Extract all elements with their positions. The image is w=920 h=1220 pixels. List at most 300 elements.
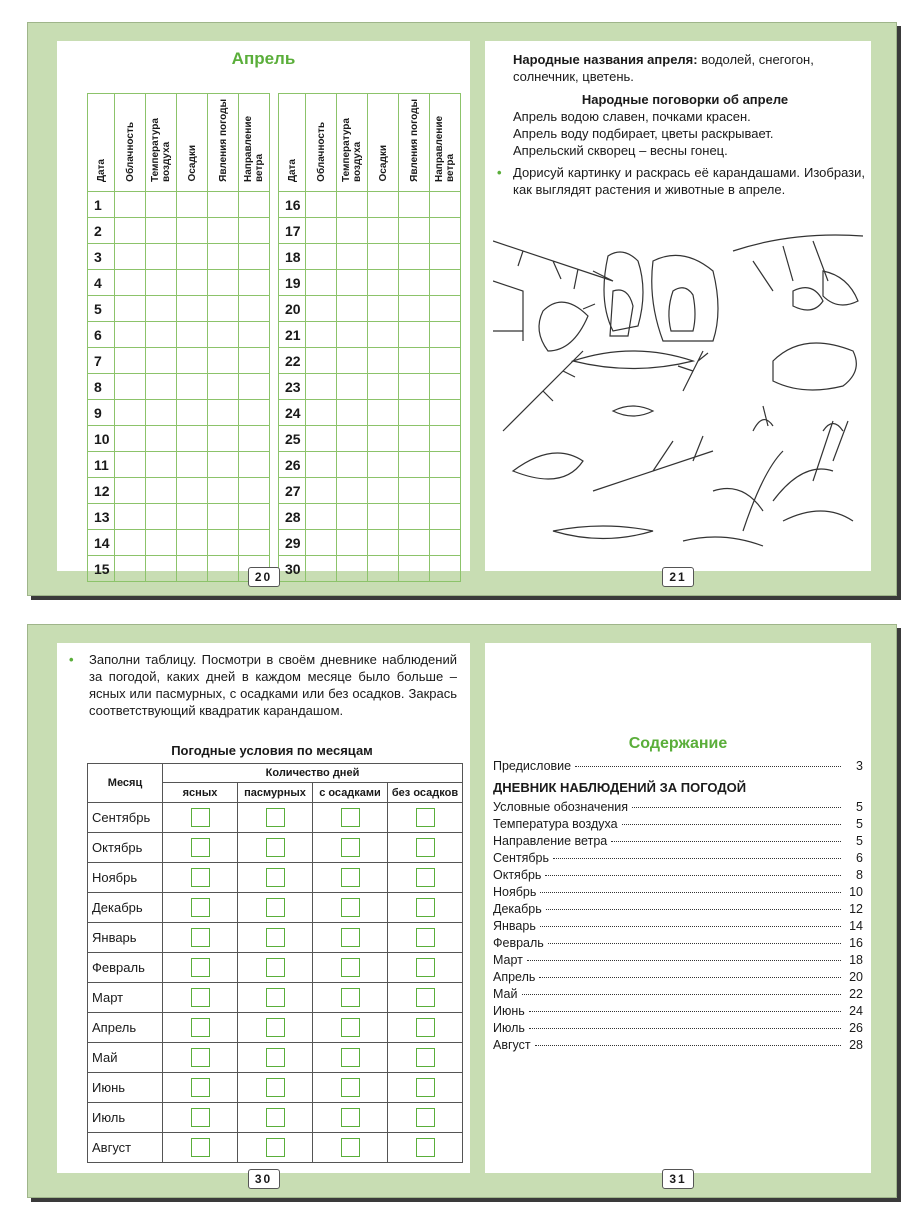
observation-cell[interactable] xyxy=(399,322,430,348)
observation-cell[interactable] xyxy=(430,296,461,322)
color-square-checkbox[interactable] xyxy=(191,928,210,947)
checkbox-cell xyxy=(313,833,388,863)
day-number: 8 xyxy=(88,374,115,400)
day-number: 28 xyxy=(279,504,306,530)
observation-cell[interactable] xyxy=(208,244,239,270)
observation-cell[interactable] xyxy=(337,270,368,296)
observation-cell[interactable] xyxy=(208,218,239,244)
day-number: 13 xyxy=(88,504,115,530)
observation-cell[interactable] xyxy=(430,192,461,218)
observation-cell[interactable] xyxy=(430,244,461,270)
observation-cell[interactable] xyxy=(368,452,399,478)
color-square-checkbox[interactable] xyxy=(416,988,435,1007)
observation-cell[interactable] xyxy=(177,400,208,426)
observation-cell[interactable] xyxy=(115,218,146,244)
checkbox-cell xyxy=(388,833,463,863)
color-square-checkbox[interactable] xyxy=(266,1078,285,1097)
observation-cell[interactable] xyxy=(115,244,146,270)
table-row xyxy=(88,803,463,833)
header-cell xyxy=(146,94,177,192)
observation-cell[interactable] xyxy=(399,504,430,530)
color-square-checkbox[interactable] xyxy=(266,898,285,917)
observation-cell[interactable] xyxy=(177,426,208,452)
day-number: 9 xyxy=(88,400,115,426)
observation-cell[interactable] xyxy=(399,270,430,296)
observation-cell[interactable] xyxy=(430,504,461,530)
color-square-checkbox[interactable] xyxy=(266,928,285,947)
observation-cell[interactable] xyxy=(306,426,337,452)
color-square-checkbox[interactable] xyxy=(266,988,285,1007)
observation-cell[interactable] xyxy=(239,452,270,478)
observation-cell[interactable] xyxy=(337,504,368,530)
color-square-checkbox[interactable] xyxy=(191,1108,210,1127)
observation-cell[interactable] xyxy=(146,218,177,244)
color-square-checkbox[interactable] xyxy=(341,1108,360,1127)
observation-cell[interactable] xyxy=(115,270,146,296)
header-label: Дата xyxy=(95,158,107,182)
toc-page: 18 xyxy=(849,953,863,967)
color-square-checkbox[interactable] xyxy=(266,1018,285,1037)
observation-cell[interactable] xyxy=(430,556,461,582)
observation-cell[interactable] xyxy=(115,348,146,374)
observation-cell[interactable] xyxy=(399,244,430,270)
observation-cell[interactable] xyxy=(337,530,368,556)
observation-cell[interactable] xyxy=(239,322,270,348)
checkbox-cell xyxy=(313,1043,388,1073)
color-square-checkbox[interactable] xyxy=(416,838,435,857)
day-number: 25 xyxy=(279,426,306,452)
observation-cell[interactable] xyxy=(430,348,461,374)
observation-cell[interactable] xyxy=(368,400,399,426)
drawing-task xyxy=(497,164,865,198)
table-row xyxy=(88,953,463,983)
observation-cell[interactable] xyxy=(239,192,270,218)
observation-cell[interactable] xyxy=(430,452,461,478)
observation-cell[interactable] xyxy=(399,348,430,374)
color-square-checkbox[interactable] xyxy=(416,958,435,977)
observation-cell[interactable] xyxy=(115,322,146,348)
observation-cell[interactable] xyxy=(368,556,399,582)
observation-cell[interactable] xyxy=(146,296,177,322)
month-name: Август xyxy=(88,1133,163,1163)
color-square-checkbox[interactable] xyxy=(416,928,435,947)
observation-cell[interactable] xyxy=(306,270,337,296)
observation-cell[interactable] xyxy=(239,244,270,270)
color-square-checkbox[interactable] xyxy=(341,868,360,887)
color-square-checkbox[interactable] xyxy=(341,1018,360,1037)
checkbox-cell xyxy=(313,1073,388,1103)
toc-page: 6 xyxy=(856,851,863,865)
day-number: 27 xyxy=(279,478,306,504)
observation-cell[interactable] xyxy=(177,556,208,582)
observation-cell[interactable] xyxy=(368,322,399,348)
observation-cell[interactable] xyxy=(208,504,239,530)
checkbox-cell xyxy=(313,1133,388,1163)
table-row xyxy=(279,426,461,452)
observation-cell[interactable] xyxy=(368,348,399,374)
day-number: 20 xyxy=(279,296,306,322)
observation-cell[interactable] xyxy=(208,348,239,374)
observation-cell[interactable] xyxy=(115,452,146,478)
toc-page: 5 xyxy=(856,800,863,814)
observation-cell[interactable] xyxy=(208,296,239,322)
color-square-checkbox[interactable] xyxy=(266,1108,285,1127)
observation-cell[interactable] xyxy=(337,400,368,426)
checkbox-cell xyxy=(313,1013,388,1043)
observation-cell[interactable] xyxy=(239,218,270,244)
color-square-checkbox[interactable] xyxy=(341,1078,360,1097)
observation-cell[interactable] xyxy=(146,452,177,478)
color-square-checkbox[interactable] xyxy=(416,868,435,887)
folk-names-text: водолей, снегогон, солнечник, цветень. xyxy=(513,52,814,84)
table-row xyxy=(88,504,270,530)
header-cell xyxy=(337,94,368,192)
day-number: 4 xyxy=(88,270,115,296)
observation-cell[interactable] xyxy=(337,426,368,452)
observation-cell[interactable] xyxy=(306,296,337,322)
color-square-checkbox[interactable] xyxy=(191,958,210,977)
observation-cell[interactable] xyxy=(337,296,368,322)
observation-cell[interactable] xyxy=(177,218,208,244)
observation-cell[interactable] xyxy=(399,296,430,322)
observation-cell[interactable] xyxy=(337,452,368,478)
observation-cell[interactable] xyxy=(306,530,337,556)
day-number: 1 xyxy=(88,192,115,218)
color-square-checkbox[interactable] xyxy=(266,1138,285,1157)
observation-cell[interactable] xyxy=(177,374,208,400)
observation-cell[interactable] xyxy=(368,426,399,452)
color-square-checkbox[interactable] xyxy=(416,1078,435,1097)
checkbox-cell xyxy=(163,983,238,1013)
checkbox-cell xyxy=(388,1043,463,1073)
observation-cell[interactable] xyxy=(115,504,146,530)
color-square-checkbox[interactable] xyxy=(191,1138,210,1157)
observation-cell[interactable] xyxy=(430,374,461,400)
observation-cell[interactable] xyxy=(368,374,399,400)
observation-cell[interactable] xyxy=(208,478,239,504)
month-name: Октябрь xyxy=(88,833,163,863)
checkbox-cell xyxy=(238,953,313,983)
observation-cell[interactable] xyxy=(208,322,239,348)
observation-cell[interactable] xyxy=(146,348,177,374)
observation-cell[interactable] xyxy=(146,530,177,556)
table-row xyxy=(279,530,461,556)
col-cloudy: пасмурных xyxy=(238,783,313,803)
checkbox-cell xyxy=(163,953,238,983)
color-square-checkbox[interactable] xyxy=(266,1048,285,1067)
weather-conditions-table xyxy=(87,763,463,1163)
observation-cell[interactable] xyxy=(337,478,368,504)
observation-cell[interactable] xyxy=(239,296,270,322)
checkbox-cell xyxy=(313,863,388,893)
table-row xyxy=(279,556,461,582)
checkbox-cell xyxy=(163,923,238,953)
table-row xyxy=(279,452,461,478)
header-cell xyxy=(399,94,430,192)
observation-cell[interactable] xyxy=(399,478,430,504)
observation-cell[interactable] xyxy=(239,504,270,530)
color-square-checkbox[interactable] xyxy=(191,1018,210,1037)
toc-row[interactable] xyxy=(493,953,863,970)
color-square-checkbox[interactable] xyxy=(266,838,285,857)
observation-cell[interactable] xyxy=(337,192,368,218)
col-no-precip: без осадков xyxy=(388,783,463,803)
color-square-checkbox[interactable] xyxy=(416,1138,435,1157)
toc-row[interactable] xyxy=(493,817,863,834)
color-square-checkbox[interactable] xyxy=(191,1048,210,1067)
color-square-checkbox[interactable] xyxy=(191,1078,210,1097)
observation-cell[interactable] xyxy=(208,530,239,556)
checkbox-cell xyxy=(238,1133,313,1163)
observation-cell[interactable] xyxy=(146,192,177,218)
toc-row[interactable] xyxy=(493,885,863,902)
observation-cell[interactable] xyxy=(146,504,177,530)
day-number: 12 xyxy=(88,478,115,504)
toc-row[interactable] xyxy=(493,1021,863,1038)
observation-cell[interactable] xyxy=(430,322,461,348)
table-row xyxy=(88,1043,463,1073)
color-square-checkbox[interactable] xyxy=(191,808,210,827)
observation-cell[interactable] xyxy=(208,374,239,400)
checkbox-cell xyxy=(313,893,388,923)
observation-cell[interactable] xyxy=(399,426,430,452)
color-square-checkbox[interactable] xyxy=(416,1108,435,1127)
color-square-checkbox[interactable] xyxy=(341,838,360,857)
observation-cell[interactable] xyxy=(306,452,337,478)
month-name: Июль xyxy=(88,1103,163,1133)
observation-cell[interactable] xyxy=(146,478,177,504)
observation-cell[interactable] xyxy=(239,426,270,452)
observation-cell[interactable] xyxy=(337,244,368,270)
table-of-contents xyxy=(493,759,863,1055)
observation-cell[interactable] xyxy=(239,270,270,296)
observation-cell[interactable] xyxy=(146,556,177,582)
toc-page: 14 xyxy=(849,919,863,933)
observation-cell[interactable] xyxy=(177,192,208,218)
checkbox-cell xyxy=(313,953,388,983)
contents-title: Содержание xyxy=(628,735,728,752)
observation-cell[interactable] xyxy=(306,322,337,348)
header-cell xyxy=(115,94,146,192)
color-square-checkbox[interactable] xyxy=(191,838,210,857)
toc-row[interactable] xyxy=(493,1004,863,1021)
checkbox-cell xyxy=(238,863,313,893)
observation-cell[interactable] xyxy=(399,452,430,478)
observation-cell[interactable] xyxy=(208,270,239,296)
observation-cell[interactable] xyxy=(368,270,399,296)
col-clear: ясных xyxy=(163,783,238,803)
observation-cell[interactable] xyxy=(337,218,368,244)
observation-cell[interactable] xyxy=(368,192,399,218)
color-square-checkbox[interactable] xyxy=(341,928,360,947)
day-number: 21 xyxy=(279,322,306,348)
observation-cell[interactable] xyxy=(337,556,368,582)
observation-cell[interactable] xyxy=(368,504,399,530)
observation-cell[interactable] xyxy=(146,374,177,400)
color-square-checkbox[interactable] xyxy=(341,1138,360,1157)
observation-cell[interactable] xyxy=(146,322,177,348)
observation-cell[interactable] xyxy=(368,296,399,322)
observation-cell[interactable] xyxy=(177,530,208,556)
spread-top xyxy=(27,22,897,596)
toc-row[interactable] xyxy=(493,987,863,1004)
observation-cell[interactable] xyxy=(306,556,337,582)
header-label: Облачность xyxy=(315,122,327,182)
day-number: 29 xyxy=(279,530,306,556)
toc-row[interactable] xyxy=(493,919,863,936)
toc-row[interactable] xyxy=(493,851,863,868)
observation-cell[interactable] xyxy=(337,348,368,374)
toc-row[interactable] xyxy=(493,1038,863,1055)
observation-cell[interactable] xyxy=(115,556,146,582)
color-square-checkbox[interactable] xyxy=(266,958,285,977)
color-square-checkbox[interactable] xyxy=(341,988,360,1007)
checkbox-cell xyxy=(388,863,463,893)
observation-cell[interactable] xyxy=(177,296,208,322)
observation-cell[interactable] xyxy=(177,452,208,478)
observation-cell[interactable] xyxy=(115,426,146,452)
color-square-checkbox[interactable] xyxy=(341,958,360,977)
toc-row[interactable] xyxy=(493,868,863,885)
observation-cell[interactable] xyxy=(115,478,146,504)
observation-cell[interactable] xyxy=(146,426,177,452)
color-square-checkbox[interactable] xyxy=(341,1048,360,1067)
page-number-20: 20 xyxy=(248,567,280,587)
observation-cell[interactable] xyxy=(239,530,270,556)
observation-cell[interactable] xyxy=(430,478,461,504)
observation-cell[interactable] xyxy=(177,244,208,270)
observation-cell[interactable] xyxy=(430,400,461,426)
spring-coloring-picture[interactable] xyxy=(493,231,863,561)
table-row xyxy=(88,983,463,1013)
observation-cell[interactable] xyxy=(399,218,430,244)
color-square-checkbox[interactable] xyxy=(341,898,360,917)
day-number: 17 xyxy=(279,218,306,244)
month-name: Ноябрь xyxy=(88,863,163,893)
observation-cell[interactable] xyxy=(337,322,368,348)
observation-cell[interactable] xyxy=(368,530,399,556)
saying-2: Апрель воду подбирает, цветы раскрывает. xyxy=(513,126,774,141)
color-square-checkbox[interactable] xyxy=(191,868,210,887)
toc-row-preface[interactable] xyxy=(493,759,863,776)
observation-cell[interactable] xyxy=(208,426,239,452)
table-row xyxy=(88,244,270,270)
observation-cell[interactable] xyxy=(399,192,430,218)
page-31 xyxy=(485,643,871,1186)
observation-cell[interactable] xyxy=(146,400,177,426)
observation-cell[interactable] xyxy=(306,192,337,218)
observation-cell[interactable] xyxy=(115,530,146,556)
observation-cell[interactable] xyxy=(115,400,146,426)
color-square-checkbox[interactable] xyxy=(341,808,360,827)
observation-cell[interactable] xyxy=(306,400,337,426)
toc-row[interactable] xyxy=(493,834,863,851)
observation-cell[interactable] xyxy=(239,400,270,426)
checkbox-cell xyxy=(238,1073,313,1103)
observation-cell[interactable] xyxy=(239,374,270,400)
color-square-checkbox[interactable] xyxy=(266,868,285,887)
color-square-checkbox[interactable] xyxy=(416,898,435,917)
observation-cell[interactable] xyxy=(306,374,337,400)
color-square-checkbox[interactable] xyxy=(266,808,285,827)
toc-row[interactable] xyxy=(493,800,863,817)
header-cell xyxy=(239,94,270,192)
observation-cell[interactable] xyxy=(115,192,146,218)
toc-row[interactable] xyxy=(493,936,863,953)
observation-cell[interactable] xyxy=(177,322,208,348)
table-row xyxy=(88,452,270,478)
page-number-30: 30 xyxy=(248,1169,280,1189)
observation-cell[interactable] xyxy=(177,478,208,504)
folk-names-label: Народные названия апреля: xyxy=(513,52,698,67)
checkbox-cell xyxy=(238,923,313,953)
month-name: Январь xyxy=(88,923,163,953)
observation-cell[interactable] xyxy=(306,348,337,374)
table-row xyxy=(279,504,461,530)
observation-cell[interactable] xyxy=(430,426,461,452)
observation-cell[interactable] xyxy=(337,374,368,400)
observation-cell[interactable] xyxy=(368,478,399,504)
page-number-31: 31 xyxy=(662,1169,694,1189)
observation-cell[interactable] xyxy=(306,478,337,504)
observation-cell[interactable] xyxy=(208,452,239,478)
checkbox-cell xyxy=(163,1133,238,1163)
observation-cell[interactable] xyxy=(239,348,270,374)
observation-cell[interactable] xyxy=(306,244,337,270)
checkbox-cell xyxy=(388,803,463,833)
observation-cell[interactable] xyxy=(177,270,208,296)
observation-cell[interactable] xyxy=(239,478,270,504)
day-number: 3 xyxy=(88,244,115,270)
observation-cell[interactable] xyxy=(430,530,461,556)
color-square-checkbox[interactable] xyxy=(191,988,210,1007)
observation-cell[interactable] xyxy=(146,244,177,270)
toc-row[interactable] xyxy=(493,902,863,919)
observation-cell[interactable] xyxy=(399,374,430,400)
observation-cell[interactable] xyxy=(306,218,337,244)
observation-cell[interactable] xyxy=(146,270,177,296)
toc-row[interactable] xyxy=(493,970,863,987)
toc-label: Июль xyxy=(493,1021,525,1035)
color-square-checkbox[interactable] xyxy=(416,1048,435,1067)
observation-cell[interactable] xyxy=(399,400,430,426)
observation-cell[interactable] xyxy=(208,556,239,582)
color-square-checkbox[interactable] xyxy=(191,898,210,917)
observation-cell[interactable] xyxy=(399,556,430,582)
observation-cell[interactable] xyxy=(306,504,337,530)
observation-cell[interactable] xyxy=(115,296,146,322)
day-number: 19 xyxy=(279,270,306,296)
observation-cell[interactable] xyxy=(177,348,208,374)
observation-cell[interactable] xyxy=(399,530,430,556)
day-number: 16 xyxy=(279,192,306,218)
observation-cell[interactable] xyxy=(115,374,146,400)
april-table-left xyxy=(87,93,270,582)
color-square-checkbox[interactable] xyxy=(416,808,435,827)
header-label: Явления погоды xyxy=(408,99,420,182)
observation-cell[interactable] xyxy=(430,270,461,296)
table-row xyxy=(88,426,270,452)
weather-table-title: Погодные условия по месяцам xyxy=(171,743,373,758)
observation-cell[interactable] xyxy=(208,192,239,218)
observation-cell[interactable] xyxy=(177,504,208,530)
header-label: Осадки xyxy=(377,145,389,182)
observation-cell[interactable] xyxy=(208,400,239,426)
color-square-checkbox[interactable] xyxy=(416,1018,435,1037)
observation-cell[interactable] xyxy=(368,218,399,244)
observation-cell[interactable] xyxy=(368,244,399,270)
observation-cell[interactable] xyxy=(430,218,461,244)
